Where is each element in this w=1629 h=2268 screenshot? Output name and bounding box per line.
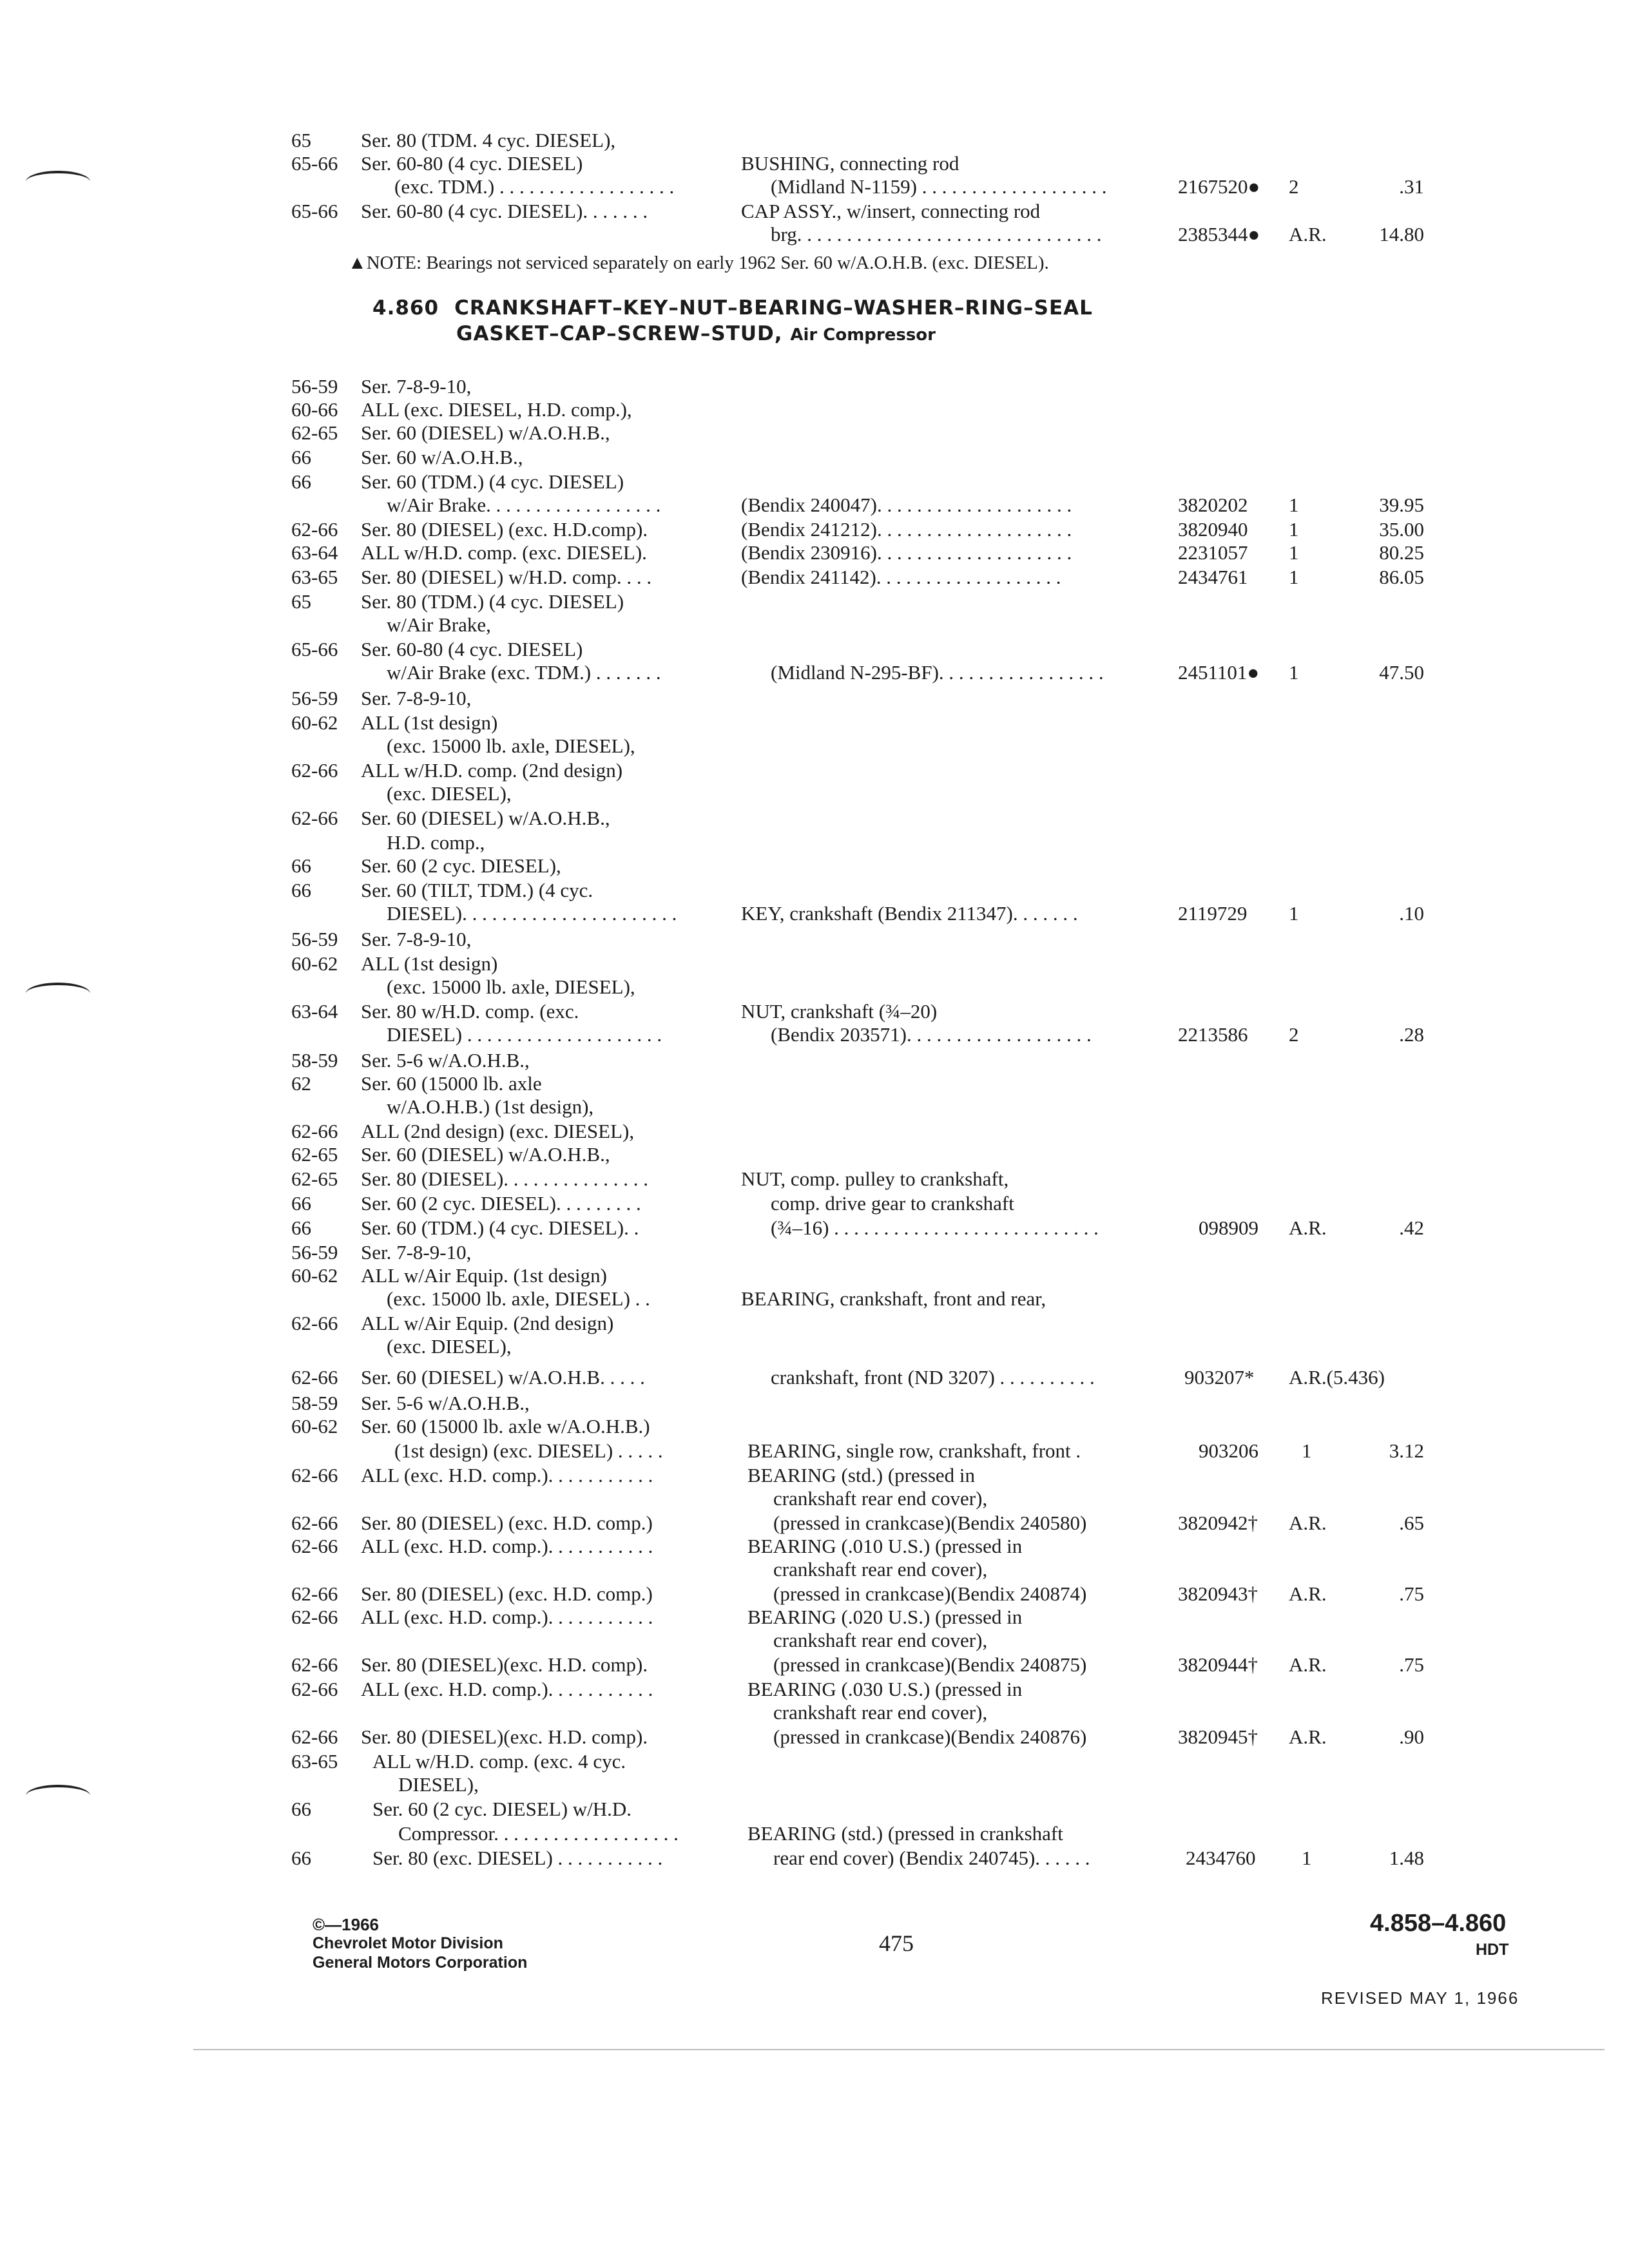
quantity: 2 [1289,1023,1299,1046]
model-year: 63-64 [291,1000,338,1023]
application: Ser. 60 (DIESEL) w/A.O.H.B., [361,1143,610,1166]
part-description: (Bendix 240047). . . . . . . . . . . . . . . . . . . . [741,494,1072,516]
application: Ser. 5-6 w/A.O.H.B., [361,1049,530,1072]
part-number: 2213586 [1178,1023,1248,1046]
model-year: 62-66 [291,1678,338,1700]
model-year: 62-66 [291,1535,338,1557]
part-description: crankshaft rear end cover), [773,1629,988,1651]
application: Ser. 60 (2 cyc. DIESEL) w/H.D. [372,1798,632,1820]
part-number: 2231057 [1178,541,1248,564]
application: ALL (1st design) [361,711,498,734]
application: ALL (exc. H.D. comp.). . . . . . . . . . . [361,1606,653,1628]
application: Ser. 80 (DIESEL) (exc. H.D.comp). [361,518,648,541]
application: (exc. DIESEL), [387,782,512,805]
application: Ser. 60 (DIESEL) w/A.O.H.B., [361,807,610,829]
part-description: BEARING, single row, crankshaft, front . [747,1439,1081,1462]
bearing-note: ▲NOTE: Bearings not serviced separately on early 1962 Ser. 60 w/A.O.H.B. (exc. DIESEL). [348,253,1049,273]
part-description: BEARING (.020 U.S.) (pressed in [747,1606,1023,1628]
application: Ser. 80 (DIESEL)(exc. H.D. comp). [361,1725,648,1748]
price: 1.48 [1389,1847,1424,1869]
model-year: 56-59 [291,928,338,950]
part-description: (Bendix 241212). . . . . . . . . . . . . . . . . . . . [741,518,1072,541]
part-description: BEARING, crankshaft, front and rear, [741,1287,1046,1310]
application: Ser. 7-8-9-10, [361,1241,472,1264]
part-description: NUT, comp. pulley to crankshaft, [741,1168,1009,1190]
part-description: (Midland N-295-BF). . . . . . . . . . . . . . . . . [771,661,1104,684]
application: ALL (exc. H.D. comp.). . . . . . . . . . . [361,1464,653,1486]
quantity: A.R. [1289,1725,1327,1748]
application: w/A.O.H.B.) (1st design), [387,1095,594,1118]
copyright: ©—1966 [313,1915,379,1934]
model-year: 60-62 [291,952,338,975]
application: Ser. 60 (2 cyc. DIESEL). . . . . . . . . [361,1192,641,1215]
model-year: 60-62 [291,711,338,734]
section-title-line2: GASKET–CAP–SCREW–STUD, [456,322,783,345]
section-range: 4.858–4.860 [1370,1910,1507,1937]
price: .75 [1399,1582,1424,1605]
application: Ser. 60 (TDM.) (4 cyc. DIESEL) [361,470,624,493]
quantity: A.R. [1289,1582,1327,1605]
quantity: 1 [1302,1847,1312,1869]
application: Ser. 80 (exc. DIESEL) . . . . . . . . . . . [372,1847,663,1869]
model-year: 62-66 [291,1120,338,1142]
price: 3.12 [1389,1439,1424,1462]
part-description: (Midland N-1159) . . . . . . . . . . . . . . . . . . . [771,175,1107,198]
part-number: 3820940 [1178,518,1248,541]
application: Ser. 80 (TDM.) (4 cyc. DIESEL) [361,590,624,613]
part-number: 2451101● [1178,661,1260,684]
corporation-name: General Motors Corporation [313,1954,528,1972]
margin-mark [26,1785,90,1807]
application: Ser. 80 w/H.D. comp. (exc. [361,1000,579,1023]
application: w/Air Brake. . . . . . . . . . . . . . . . . . [387,494,661,516]
quantity: 1 [1302,1439,1312,1462]
application: (exc. 15000 lb. axle, DIESEL), [387,735,635,757]
bottom-rule [193,2049,1605,2050]
price: .90 [1399,1725,1424,1748]
application: Ser. 60 (15000 lb. axle [361,1072,542,1095]
application: ALL (2nd design) (exc. DIESEL), [361,1120,635,1142]
price: 35.00 [1379,518,1424,541]
model-year: 66 [291,1216,311,1239]
application: (exc. TDM.) . . . . . . . . . . . . . . . . . . [394,175,675,198]
model-year: 63-65 [291,1750,338,1773]
model-year: 62-66 [291,1653,338,1676]
application: DIESEL), [398,1773,479,1796]
part-description: (pressed in crankcase)(Bendix 240875) [773,1653,1087,1676]
part-number: 2434760 [1186,1847,1256,1869]
model-year: 62-65 [291,421,338,444]
part-number: 3820943† [1178,1582,1258,1605]
part-description: CAP ASSY., w/insert, connecting rod [741,200,1041,222]
price: .75 [1399,1653,1424,1676]
model-year: 66 [291,1192,311,1215]
quantity: 1 [1289,661,1299,684]
part-number: 903207* [1184,1366,1255,1389]
page-number: 475 [879,1930,914,1956]
part-description: (pressed in crankcase)(Bendix 240874) [773,1582,1087,1605]
part-description: BEARING (std.) (pressed in [747,1464,976,1486]
model-year: 60-62 [291,1264,338,1287]
part-description: BUSHING, connecting rod [741,152,959,175]
application: w/Air Brake, [387,613,491,636]
model-year: 56-59 [291,1241,338,1264]
part-description: (Bendix 230916). . . . . . . . . . . . . . . . . . . . [741,541,1072,564]
model-year: 66 [291,470,311,493]
model-year: 62-66 [291,1606,338,1628]
application: Ser. 5-6 w/A.O.H.B., [361,1392,530,1414]
margin-mark [26,171,90,193]
model-year: 63-65 [291,566,338,588]
part-description: rear end cover) (Bendix 240745). . . . . . [773,1847,1090,1869]
model-year: 65-66 [291,638,338,660]
model-year: 60-62 [291,1415,338,1437]
application: Ser. 60 w/A.O.H.B., [361,446,523,468]
application: Compressor. . . . . . . . . . . . . . . . . . . [398,1822,679,1845]
quantity: A.R. [1289,223,1327,245]
application: (1st design) (exc. DIESEL) . . . . . [394,1439,663,1462]
part-description: brg. . . . . . . . . . . . . . . . . . . . . . . . . . . . . . . [771,223,1102,245]
application: ALL (1st design) [361,952,498,975]
application: Ser. 7-8-9-10, [361,928,472,950]
price: 14.80 [1379,223,1424,245]
part-description: crankshaft, front (ND 3207) . . . . . . . . . . [771,1366,1095,1389]
application: Ser. 80 (DIESEL) w/H.D. comp. . . . [361,566,652,588]
application: Ser. 60 (15000 lb. axle w/A.O.H.B.) [361,1415,650,1437]
quantity: A.R. [1289,1216,1327,1239]
part-description: comp. drive gear to crankshaft [771,1192,1014,1215]
model-year: 62-66 [291,518,338,541]
model-year: 58-59 [291,1392,338,1414]
model-year: 62-66 [291,1366,338,1389]
part-description: KEY, crankshaft (Bendix 211347). . . . . . . [741,902,1078,925]
section-title-line1: CRANKSHAFT–KEY–NUT–BEARING–WASHER–RING–SEAL [454,296,1093,320]
part-number: 3820945† [1178,1725,1258,1748]
application: ALL w/H.D. comp. (exc. 4 cyc. [372,1750,626,1773]
price: 47.50 [1379,661,1424,684]
model-year: 65 [291,590,311,613]
part-number: 3820944† [1178,1653,1258,1676]
part-description: (Bendix 241142). . . . . . . . . . . . . . . . . . . [741,566,1061,588]
model-year: 62-66 [291,759,338,782]
model-year: 62-66 [291,1312,338,1334]
part-number: 098909 [1199,1216,1258,1239]
application: Ser. 80 (DIESEL)(exc. H.D. comp). [361,1653,648,1676]
quantity: A.R.(5.436) [1289,1366,1385,1389]
model-year: 66 [291,854,311,877]
model-year: 62-66 [291,1464,338,1486]
part-description: (pressed in crankcase)(Bendix 240876) [773,1725,1087,1748]
application: (exc. 15000 lb. axle, DIESEL), [387,975,635,998]
part-number: 3820942† [1178,1512,1258,1534]
application: ALL w/H.D. comp. (2nd design) [361,759,623,782]
application: ALL w/Air Equip. (1st design) [361,1264,607,1287]
price: 80.25 [1379,541,1424,564]
application: Ser. 60 (TILT, TDM.) (4 cyc. [361,879,593,901]
quantity: 1 [1289,494,1299,516]
section-number: 4.860 [372,296,439,320]
division-name: Chevrolet Motor Division [313,1934,503,1952]
section-heading-line2 [456,322,936,345]
application: DIESEL). . . . . . . . . . . . . . . . . . . . . . [387,902,677,925]
part-number: 903206 [1199,1439,1258,1462]
model-year: 65-66 [291,200,338,222]
application: DIESEL) . . . . . . . . . . . . . . . . . . . . [387,1023,662,1046]
application: Ser. 80 (DIESEL) (exc. H.D. comp.) [361,1512,653,1534]
application: w/Air Brake (exc. TDM.) . . . . . . . [387,661,661,684]
model-year: 66 [291,446,311,468]
application: Ser. 60 (2 cyc. DIESEL), [361,854,561,877]
margin-mark [26,983,90,1004]
model-year: 66 [291,879,311,901]
model-year: 65 [291,129,311,151]
application: ALL w/H.D. comp. (exc. DIESEL). [361,541,647,564]
model-year: 62 [291,1072,311,1095]
part-description: crankshaft rear end cover), [773,1558,988,1581]
part-number: 2434761 [1178,566,1248,588]
model-year: 66 [291,1847,311,1869]
application: Ser. 80 (DIESEL). . . . . . . . . . . . . . . [361,1168,649,1190]
quantity: A.R. [1289,1653,1327,1676]
application: ALL (exc. H.D. comp.). . . . . . . . . . . [361,1678,653,1700]
model-year: 62-66 [291,1512,338,1534]
quantity: 1 [1289,541,1299,564]
part-description: crankshaft rear end cover), [773,1487,988,1510]
section-heading [372,296,1093,320]
model-year: 58-59 [291,1049,338,1072]
quantity: 2 [1289,175,1299,198]
price: 86.05 [1379,566,1424,588]
application: Ser. 60-80 (4 cyc. DIESEL). . . . . . . [361,200,648,222]
application: Ser. 60 (DIESEL) w/A.O.H.B. . . . . [361,1366,645,1389]
revision-date: REVISED MAY 1, 1966 [1321,1988,1519,2008]
application: (exc. DIESEL), [387,1335,512,1358]
model-year: 62-66 [291,1582,338,1605]
model-year: 56-59 [291,687,338,709]
part-description: crankshaft rear end cover), [773,1701,988,1724]
application: Ser. 60-80 (4 cyc. DIESEL) [361,152,583,175]
application: Ser. 80 (TDM. 4 cyc. DIESEL), [361,129,616,151]
application: ALL (exc. DIESEL, H.D. comp.), [361,398,632,421]
quantity: 1 [1289,518,1299,541]
section-title-suffix: Air Compressor [790,325,936,345]
price: .42 [1399,1216,1424,1239]
part-number: 3820202 [1178,494,1248,516]
quantity: 1 [1289,566,1299,588]
price: 39.95 [1379,494,1424,516]
application: ALL w/Air Equip. (2nd design) [361,1312,614,1334]
part-number: 2167520● [1178,175,1260,198]
part-number: 2385344● [1178,223,1260,245]
application: Ser. 60-80 (4 cyc. DIESEL) [361,638,583,660]
model-year: 62-66 [291,807,338,829]
application: ALL (exc. H.D. comp.). . . . . . . . . . . [361,1535,653,1557]
quantity: 1 [1289,902,1299,925]
price: .31 [1399,175,1424,198]
model-year: 56-59 [291,375,338,398]
part-number: 2119729 [1178,902,1248,925]
model-year: 60-66 [291,398,338,421]
application: Ser. 60 (TDM.) (4 cyc. DIESEL). . [361,1216,639,1239]
book-code: HDT [1476,1941,1509,1959]
model-year: 62-66 [291,1725,338,1748]
part-description: (Bendix 203571). . . . . . . . . . . . . . . . . . . [771,1023,1092,1046]
application: Ser. 80 (DIESEL) (exc. H.D. comp.) [361,1582,653,1605]
application: H.D. comp., [387,831,485,854]
model-year: 62-65 [291,1143,338,1166]
price: .65 [1399,1512,1424,1534]
model-year: 66 [291,1798,311,1820]
part-description: BEARING (std.) (pressed in crankshaft [747,1822,1063,1845]
part-description: (pressed in crankcase)(Bendix 240580) [773,1512,1087,1534]
price: .10 [1399,902,1424,925]
model-year: 65-66 [291,152,338,175]
application: Ser. 60 (DIESEL) w/A.O.H.B., [361,421,610,444]
model-year: 63-64 [291,541,338,564]
application: Ser. 7-8-9-10, [361,375,472,398]
application: (exc. 15000 lb. axle, DIESEL) . . [387,1287,650,1310]
application: Ser. 7-8-9-10, [361,687,472,709]
part-description: BEARING (.010 U.S.) (pressed in [747,1535,1023,1557]
part-description: (¾–16) . . . . . . . . . . . . . . . . . . . . . . . . . . . [771,1216,1099,1239]
part-description: BEARING (.030 U.S.) (pressed in [747,1678,1023,1700]
part-description: NUT, crankshaft (¾–20) [741,1000,938,1023]
quantity: A.R. [1289,1512,1327,1534]
price: .28 [1399,1023,1424,1046]
model-year: 62-65 [291,1168,338,1190]
